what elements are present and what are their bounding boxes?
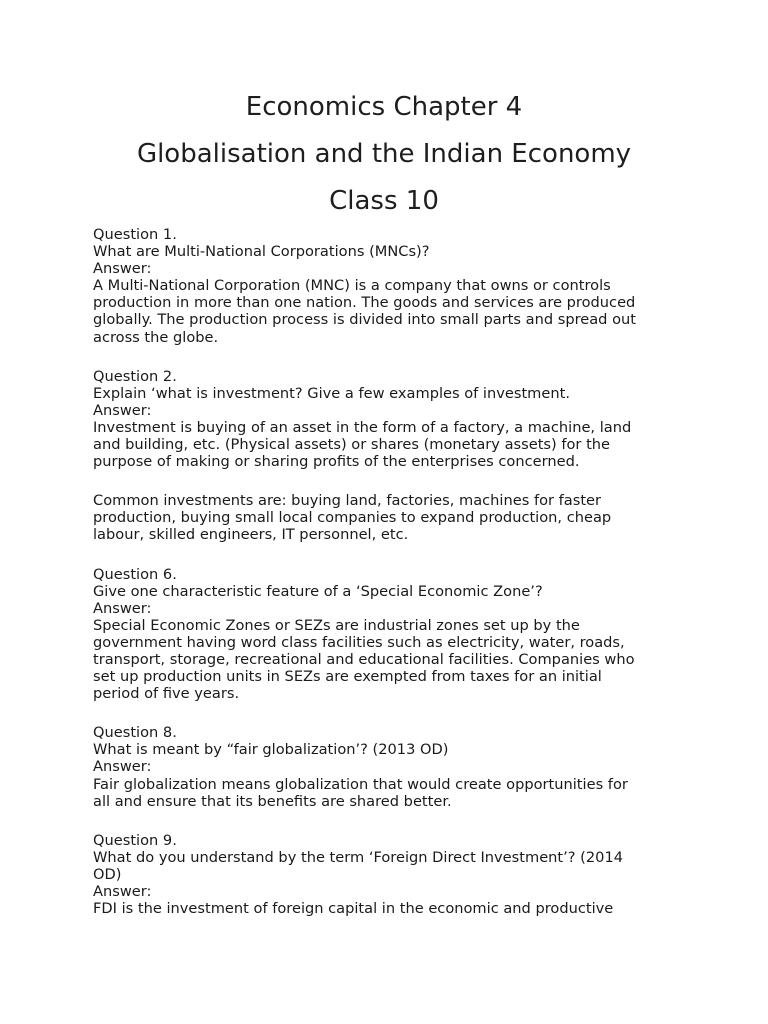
answer-text-line: A Multi-National Corporation (MNC) is a company that owns or controls xyxy=(93,277,611,295)
document-title: Economics Chapter 4 xyxy=(245,92,523,122)
document-title-block xyxy=(0,84,768,225)
answer-text-line: period of five years. xyxy=(93,685,240,703)
answer-text-line: production in more than one nation. The goods and services are produced xyxy=(93,294,636,312)
qa-block-question-1 xyxy=(93,226,683,346)
question-number: Question 2. xyxy=(93,367,177,385)
answer-text-line: globally. The production process is divided into small parts and spread out xyxy=(93,311,636,329)
answer-label: Answer: xyxy=(93,883,152,900)
answer-text-line: Investment is buying of an asset in the form of a factory, a machine, land xyxy=(93,418,632,436)
answer-text-line: transport, storage, recreational and educational facilities. Companies who xyxy=(93,650,635,668)
answer-text-line: and building, etc. (Physical assets) or shares (monetary assets) for the xyxy=(93,436,611,454)
answer-text-line: Fair globalization means globalization that would create opportunities for xyxy=(93,775,628,793)
answer-text-line: labour, skilled engineers, IT personnel, etc. xyxy=(93,526,409,544)
question-number: Question 8. xyxy=(93,724,177,742)
answer-text-line: Common investments are: buying land, factories, machines for faster xyxy=(93,492,602,510)
qa-block-question-2 xyxy=(93,368,683,471)
answer-label: Answer: xyxy=(93,599,152,617)
question-text: What are Multi-National Corporations (MNCs)? xyxy=(93,243,430,261)
answer-paragraph-common-investments xyxy=(93,492,683,543)
question-text: Give one characteristic feature of a ‘Special Economic Zone’? xyxy=(93,582,543,600)
answer-text-line: purpose of making or sharing profits of the enterprises concerned. xyxy=(93,453,580,471)
answer-label: Answer: xyxy=(93,758,152,776)
question-text: What do you understand by the term ‘Foreign Direct Investment’? (2014 xyxy=(93,848,624,866)
answer-text-line: FDI is the investment of foreign capital in the economic and productive xyxy=(93,900,614,918)
qa-block-question-6 xyxy=(93,566,683,703)
document-class-label: Class 10 xyxy=(329,186,439,216)
answer-label: Answer: xyxy=(93,260,152,278)
answer-text-line: production, buying small local companies to expand production, cheap xyxy=(93,509,612,527)
question-text: OD) xyxy=(93,865,122,883)
qa-block-question-9 xyxy=(93,832,683,917)
answer-text-line: all and ensure that its benefits are shared better. xyxy=(93,792,452,810)
question-text: What is meant by “fair globalization’? (2013 OD) xyxy=(93,741,449,759)
answer-text-line: across the globe. xyxy=(93,328,219,346)
answer-text-line: government having word class facilities such as electricity, water, roads, xyxy=(93,633,625,651)
qa-block-question-8 xyxy=(93,724,683,809)
question-number: Question 9. xyxy=(93,831,177,849)
document-body xyxy=(93,226,683,939)
question-text: Explain ‘what is investment? Give a few examples of investment. xyxy=(93,384,570,402)
answer-text-line: set up production units in SEZs are exempted from taxes for an initial xyxy=(93,668,602,686)
question-number: Question 6. xyxy=(93,565,177,583)
answer-label: Answer: xyxy=(93,401,152,419)
answer-text-line: Special Economic Zones or SEZs are industrial zones set up by the xyxy=(93,616,580,634)
question-number: Question 1. xyxy=(93,226,177,243)
document-subtitle: Globalisation and the Indian Economy xyxy=(136,139,632,169)
